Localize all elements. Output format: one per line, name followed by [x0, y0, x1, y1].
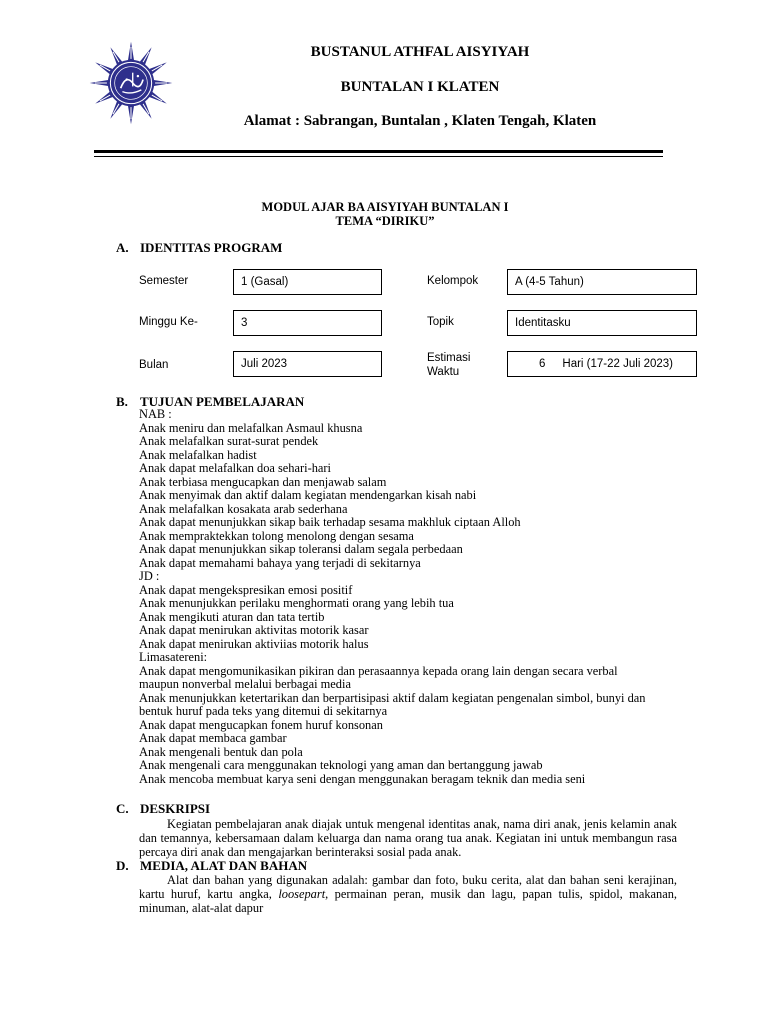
- list-item: Anak melafalkan surat-surat pendek: [139, 434, 319, 448]
- bulan-field[interactable]: Juli 2023: [233, 351, 382, 377]
- header-divider-thick: [94, 150, 663, 153]
- topik-field[interactable]: Identitasku: [507, 310, 697, 336]
- module-theme: TEMA “DIRIKU”: [335, 214, 435, 228]
- kelompok-field[interactable]: A (4-5 Tahun): [507, 269, 697, 295]
- address-line: Alamat : Sabrangan, Buntalan , Klaten Tengah, Klaten: [243, 113, 597, 129]
- list-item: Anak menunjukkan ketertarikan dan berpartisipasi aktif dalam kegiatan pengenalan simbol, bunyi dan bentuk huruf pada teks yang ditemui di sekitarnya: [139, 690, 646, 718]
- section-a-number: A.: [116, 240, 129, 255]
- list-item: Anak menyimak dan aktif dalam kegiatan mendengarkan kisah nabi: [139, 488, 477, 502]
- estimasi-label: [427, 351, 470, 379]
- list-item: Anak dapat menirukan aktiviias motorik halus: [139, 636, 369, 651]
- media-paragraph: [139, 873, 677, 915]
- list-item: Anak meniru dan melafalkan Asmaul khusna: [139, 420, 363, 435]
- list-item: Anak dapat memahami bahaya yang terjadi di sekitarnya: [139, 555, 421, 570]
- estimasi-period: Hari (17-22 Juli 2023): [562, 358, 673, 370]
- section-c-heading: [116, 801, 210, 817]
- description-paragraph: Kegiatan pembelajaran anak diajak untuk mengenal identitas anak, nama diri anak, jenis kelamin anak dan temannya, kebersamaan dalam keluarga dan nama orang tua anak. Kegiatan ini untuk membangun rasa percaya diri anak dan mengajarkan berinteraksi sosial pada anak.: [139, 817, 677, 859]
- list-item: Anak mengikuti aturan dan tata tertib: [139, 609, 325, 624]
- list-item: Anak mempraktekkan tolong menolong dengan sesama: [139, 528, 414, 543]
- list-item: Anak mencoba membuat karya seni dengan menggunakan beragam teknik dan media seni: [139, 771, 586, 786]
- media-text-italic: loosepart: [278, 887, 326, 901]
- media-text-part1: Alat dan bahan yang digunakan adalah: gambar dan foto, buku cerita, alat dan bahan seni kerajinan, kartu huruf, kartu angka,: [139, 873, 677, 901]
- org-name: BUSTANUL ATHFAL AISYIYAH: [310, 44, 530, 60]
- section-a-title: IDENTITAS PROGRAM: [140, 240, 283, 255]
- kelompok-label: Kelompok: [427, 275, 479, 287]
- section-b-number: B.: [116, 394, 128, 409]
- aisyiyah-sun-emblem-icon: [88, 40, 174, 126]
- section-c-title: DESKRIPSI: [140, 801, 211, 816]
- semester-field[interactable]: 1 (Gasal): [233, 269, 382, 295]
- section-b-title: TUJUAN PEMBELAJARAN: [140, 394, 305, 409]
- media-text-part2: , permainan peran, musik dan lagu, papan tulis, spidol, makanan, minuman, alat-alat dapur: [139, 887, 677, 915]
- list-item: Anak dapat mengomunikasikan pikiran dan perasaannya kepada orang lain dengan secara verbal maupun nonverbal melalui berbagai media: [139, 663, 618, 691]
- list-item: Anak dapat menunjukkan sikap toleransi dalam segala perbedaan: [139, 542, 463, 556]
- list-item: Anak melafalkan hadist: [139, 447, 257, 462]
- estimasi-field[interactable]: [507, 351, 697, 377]
- list-item: Anak mengenali bentuk dan pola: [139, 744, 303, 759]
- learning-goals-list: [139, 408, 699, 786]
- minggu-field[interactable]: 3: [233, 310, 382, 336]
- list-item: Anak dapat membaca gambar: [139, 731, 287, 745]
- branch-name: BUNTALAN I KLATEN: [340, 79, 500, 95]
- section-c-number: C.: [116, 801, 129, 816]
- list-item: Anak dapat mengucapkan fonem huruf konsonan: [139, 717, 383, 732]
- list-item: Anak mengenali cara menggunakan teknologi yang aman dan bertanggung jawab: [139, 758, 543, 772]
- section-d-number: D.: [116, 858, 129, 873]
- header-divider-thin: [94, 156, 663, 157]
- section-d-title: MEDIA, ALAT DAN BAHAN: [140, 858, 308, 873]
- estimasi-label-line1: Estimasi: [427, 352, 471, 364]
- semester-label: Semester: [139, 275, 189, 287]
- list-item: Anak dapat melafalkan doa sehari-hari: [139, 461, 331, 475]
- module-title: MODUL AJAR BA AISYIYAH BUNTALAN I: [261, 200, 509, 214]
- bulan-label: Bulan: [139, 359, 169, 371]
- section-a-heading: [116, 240, 282, 256]
- group-title: NAB :: [139, 407, 172, 421]
- aisyiyah-logo: [88, 40, 174, 126]
- topik-label: Topik: [427, 316, 454, 328]
- list-item: Anak melafalkan kosakata arab sederhana: [139, 501, 348, 516]
- estimasi-days: 6: [539, 358, 546, 370]
- list-item: Anak dapat menunjukkan sikap baik terhadap sesama makhluk ciptaan Alloh: [139, 515, 521, 529]
- minggu-label: Minggu Ke-: [139, 316, 198, 328]
- group-title: Limasatereni:: [139, 650, 208, 664]
- list-item: Anak dapat menirukan aktivitas motorik kasar: [139, 623, 369, 637]
- group-title: JD :: [139, 569, 160, 583]
- list-item: Anak dapat mengekspresikan emosi positif: [139, 582, 353, 597]
- section-d-heading: [116, 858, 307, 874]
- estimasi-label-line2: Waktu: [427, 366, 460, 378]
- list-item: Anak menunjukkan perilaku menghormati orang yang lebih tua: [139, 596, 454, 610]
- list-item: Anak terbiasa mengucapkan dan menjawab salam: [139, 474, 387, 489]
